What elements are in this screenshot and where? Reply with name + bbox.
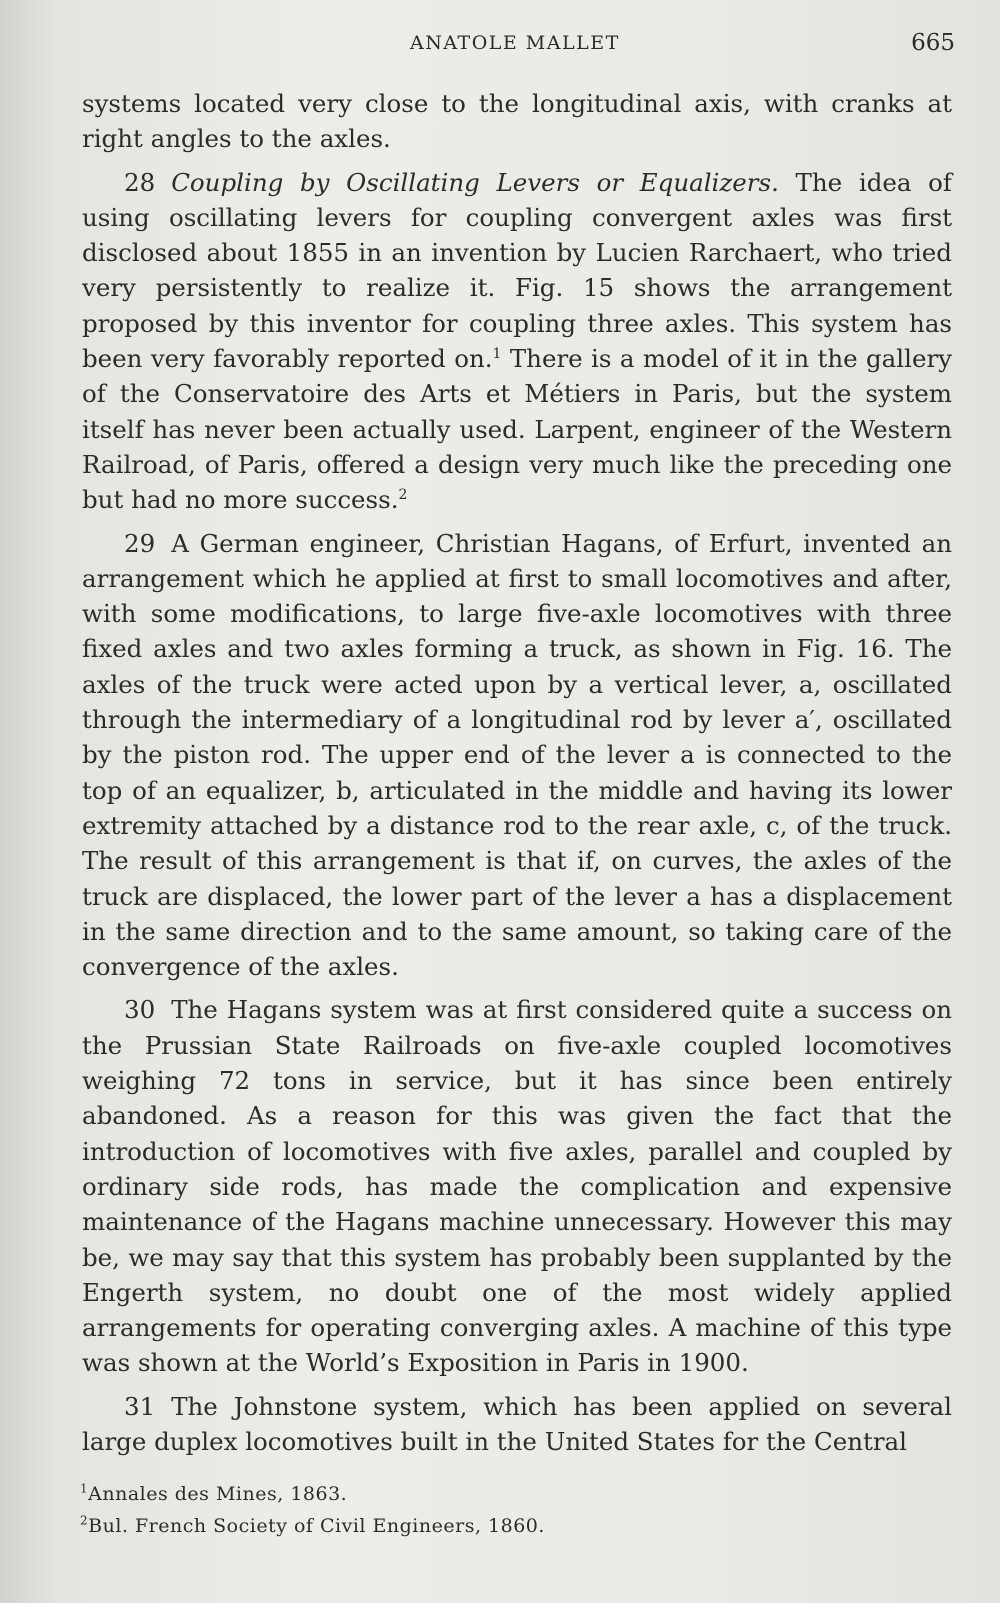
body-text xyxy=(82,86,952,1467)
section-title: Coupling by Oscillating Levers or Equalizers. xyxy=(171,167,779,197)
section-number: 30 xyxy=(124,995,156,1025)
paragraph-text: There is a model of it in the gallery of the Conservatoire des Arts et Métiers in Paris, but the system itself has never been actually used. Larpent, engineer of the Western Railroad, of Paris, offered a design very much like the preceding one but had no more success. xyxy=(82,344,952,515)
section-number: 28 xyxy=(124,167,156,197)
footnote-ref-2: 2 xyxy=(398,487,408,504)
page-header xyxy=(80,30,955,60)
footnote-mark: 2 xyxy=(80,1513,89,1528)
paragraph-28 xyxy=(82,165,952,518)
footnote-text: Annales des Mines, 1863. xyxy=(88,1483,348,1505)
paragraph-29 xyxy=(82,526,952,985)
footnote-text: Bul. French Society of Civil Engineers, 1860. xyxy=(88,1515,545,1537)
footnote-ref-1: 1 xyxy=(492,345,502,362)
paragraph-text: The Johnstone system, which has been applied on several large duplex locomotives built in the United States for the Central xyxy=(82,1391,952,1456)
paragraph-text: A German engineer, Christian Hagans, of Erfurt, invented an arrangement which he applied at first to small locomotives and after, with some modifications, to large five-axle locomotives with three fixed axles and two axles forming a truck, as shown in Fig. 16. The axles of the truck were acted upon by a vertical lever, a, oscillated through the intermediary of a longitudinal rod by lever a′, oscillated by the piston rod. The upper end of the lever a is connected to the top of an equalizer, b, articulated in the middle and having its lower extremity attached by a distance rod to the rear axle, c, of the truck. The result of this arrangement is that if, on curves, the axles of the truck are displaced, the lower part of the lever a has a displacement in the same direction and to the same amount, so taking care of the convergence of the axles. xyxy=(82,528,952,982)
paragraph-continued: systems located very close to the longitudinal axis, with cranks at right angles to the axles. xyxy=(82,89,952,154)
paragraph-30 xyxy=(82,992,952,1380)
running-head: ANATOLE MALLET xyxy=(410,32,620,54)
section-number: 31 xyxy=(124,1391,156,1421)
paragraph-31 xyxy=(82,1389,952,1460)
section-number: 29 xyxy=(124,528,156,558)
footnote-2 xyxy=(80,1510,950,1542)
footnotes xyxy=(80,1478,950,1542)
paragraph-text: The idea of using oscillating levers for coupling convergent axles was first disclosed about 1855 in an invention by Lucien Rarchaert, who tried very persistently to realize it. Fig. 15 shows the arrangement proposed by this inventor for coupling three axles. This system has been very favorably reported on. xyxy=(82,167,952,374)
footnote-1 xyxy=(80,1478,950,1510)
footnote-mark: 1 xyxy=(80,1481,89,1496)
paragraph-text: The Hagans system was at first considered quite a success on the Prussian State Railroads on five-axle coupled locomotives weighing 72 tons in service, but it has since been entirely abandoned. As a reason for this was given the fact that the introduction of locomotives with five axles, parallel and coupled by ordinary side rods, has made the complication and expensive maintenance of the Hagans machine unnecessary. However this may be, we may say that this system has probably been supplanted by the Engerth system, no doubt one of the most widely applied arrangements for operating converging axles. A machine of this type was shown at the World’s Exposition in Paris in 1900. xyxy=(82,995,952,1378)
page-number: 665 xyxy=(911,30,955,56)
